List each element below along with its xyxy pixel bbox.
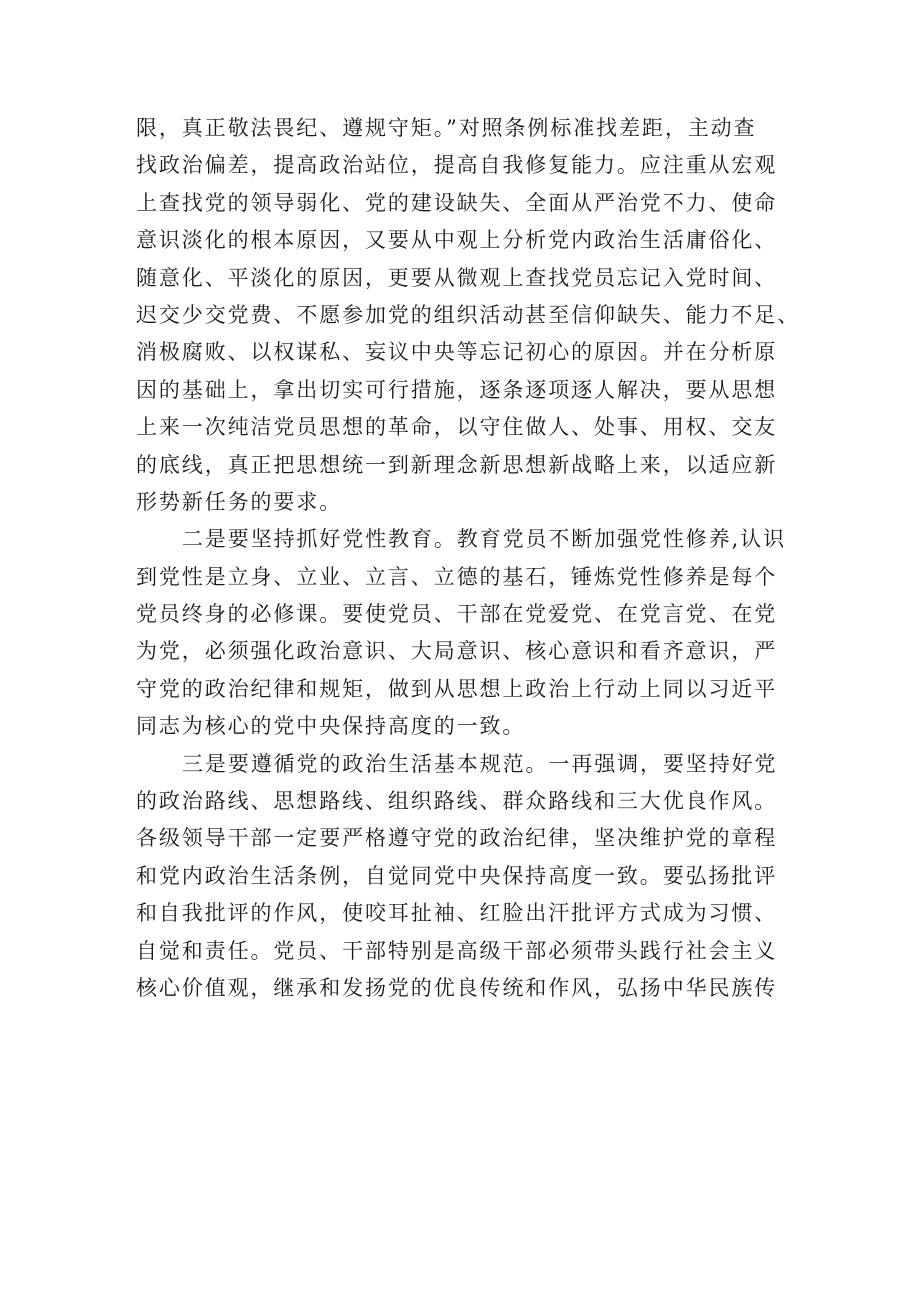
paragraph [136, 521, 796, 745]
text-line: 核心价值观，继承和发扬党的优良传统和作风，弘扬中华民族传 [136, 975, 778, 1000]
text-line: 因的基础上，拿出切实可行措施，逐条逐项逐人解决，要从思想 [136, 377, 778, 402]
text-line: 守党的政治纪律和规矩，做到从思想上政治上行动上同以习近平 [136, 676, 778, 701]
text-line: 意识淡化的根本原因，又要从中观上分析党内政治生活庸俗化、 [136, 228, 778, 253]
text-line: 为党，必须强化政治意识、大局意识、核心意识和看齐意识，严 [136, 639, 778, 664]
text-line: 消极腐败、以权谋私、妄议中央等忘记初心的原因。并在分析原 [136, 340, 778, 365]
text-line: 上来一次纯洁党员思想的革命，以守住做人、处事、用权、交友 [136, 415, 778, 440]
paragraph [136, 746, 796, 1008]
text-line: 党员终身的必修课。要使党员、干部在党爱党、在党言党、在党 [136, 602, 778, 627]
text-line: 同志为核心的党中央保持高度的一致。 [136, 714, 526, 739]
text-line: 三是要遵循党的政治生活基本规范。一再强调，要坚持好党 [182, 751, 778, 776]
text-line: 上查找党的领导弱化、党的建设缺失、全面从严治党不力、使命 [136, 190, 778, 215]
text-line: 自觉和责任。党员、干部特别是高级干部必须带头践行社会主义 [136, 938, 778, 963]
text-line: 限，真正敬法畏纪、遵规守矩。”对照条例标准找差距，主动查 [136, 116, 757, 140]
text-line: 形势新任务的要求。 [136, 489, 343, 514]
text-line: 的底线，真正把思想统一到新理念新思想新战略上来，以适应新 [136, 452, 778, 477]
text-line: 的政治路线、思想路线、组织路线、群众路线和三大优良作风。 [136, 789, 778, 814]
text-line: 随意化、平淡化的原因，更要从微观上查找党员忘记入党时间、 [136, 265, 778, 290]
text-line: 和党内政治生活条例，自觉同党中央保持高度一致。要弘扬批评 [136, 863, 778, 888]
text-line: 迟交少交党费、不愿参加党的组织活动甚至信仰缺失、能力不足、 [136, 302, 801, 327]
paragraph [136, 110, 801, 521]
body-text [136, 110, 801, 1007]
text-line: 二是要坚持抓好党性教育。教育党员不断加强党性修养,认识 [182, 527, 786, 552]
text-line: 和自我批评的作风，使咬耳扯袖、红脸出汗批评方式成为习惯、 [136, 901, 778, 926]
text-line: 各级领导干部一定要严格遵守党的政治纪律，坚决维护党的章程 [136, 826, 778, 851]
text-line: 到党性是立身、立业、立言、立德的基石，锤炼党性修养是每个 [136, 564, 778, 589]
text-line: 找政治偏差，提高政治站位，提高自我修复能力。应注重从宏观 [136, 153, 778, 178]
